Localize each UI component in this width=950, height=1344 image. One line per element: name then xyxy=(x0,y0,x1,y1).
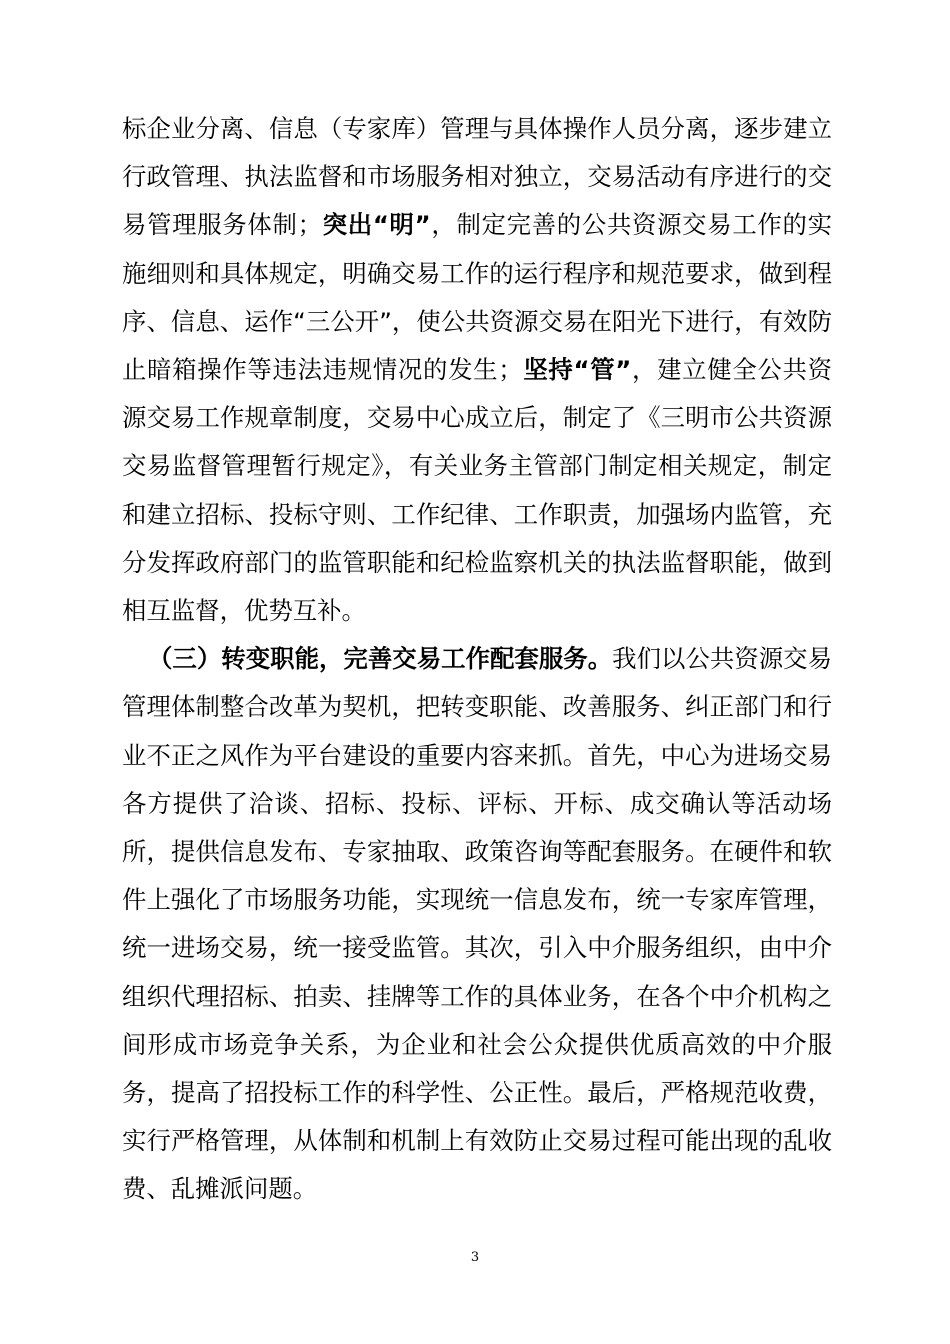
page-number: 3 xyxy=(470,1250,480,1265)
paragraph-text: 标企业分离、信息（专家库）管理与具体操作人员分离，逐步建立行政管理、执法监督和市场服务相对独立，交易活动有序进行的交易管理服务体制； xyxy=(122,114,832,240)
section-heading: （三）转变职能，完善交易工作配套服务。 xyxy=(148,644,613,674)
bold-phrase-tuchu-ming: 突出“明” xyxy=(321,210,431,240)
page-body xyxy=(122,105,832,1214)
paragraph-text: ，建立健全公共资源交易工作规章制度，交易中心成立后，制定了《三明市公共资源交易监督管理暂行规定》，有关业务主管部门制定相关规定，制定和建立招标、投标守则、工作纪律、工作职责，加强场内监管，充分发挥政府部门的监管职能和纪检监察机关的执法监督职能，做到相互监督，优势互补。 xyxy=(122,355,832,626)
paragraph-text: ，制定完善的公共资源交易工作的实施细则和具体规定，明确交易工作的运行程序和规范要求，做到程序、信息、运作“三公开”，使公共资源交易在阳光下进行，有效防止暗箱操作等违法违规情况的发生； xyxy=(122,210,832,385)
paragraph-section-three xyxy=(122,635,832,1213)
paragraph-continued xyxy=(122,105,832,635)
paragraph-text: 我们以公共资源交易管理体制整合改革为契机，把转变职能、改善服务、纠正部门和行业不正之风作为平台建设的重要内容来抓。首先，中心为进场交易各方提供了洽谈、招标、投标、评标、开标、成交确认等活动场所，提供信息发布、专家抽取、政策咨询等配套服务。在硬件和软件上强化了市场服务功能，实现统一信息发布，统一专家库管理，统一进场交易，统一接受监管。其次，引入中介服务组织，由中介组织代理招标、拍卖、挂牌等工作的具体业务，在各个中介机构之间形成市场竞争关系，为企业和社会公众提供优质高效的中介服务，提高了招投标工作的科学性、公正性。最后，严格规范收费，实行严格管理，从体制和机制上有效防止交易过程可能出现的乱收费、乱摊派问题。 xyxy=(122,644,832,1204)
bold-phrase-jianchi-guan: 坚持“管” xyxy=(522,355,632,385)
